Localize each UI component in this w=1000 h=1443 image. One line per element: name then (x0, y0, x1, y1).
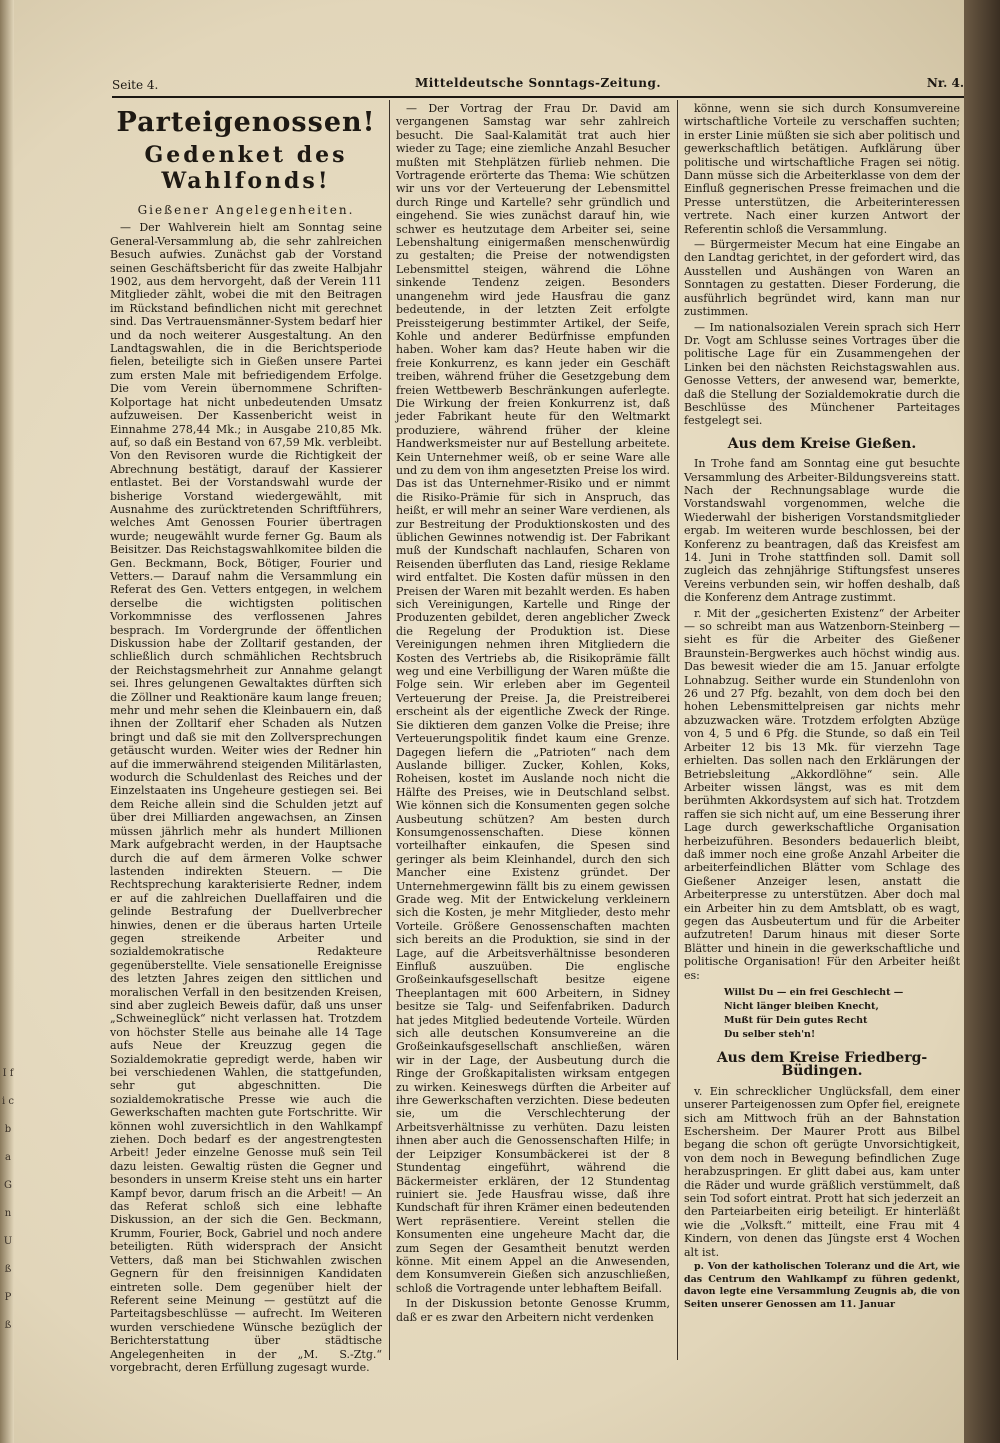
section-heading: Gießener Angelegenheiten. (137, 203, 355, 217)
subheadline: Gedenket des Wahlfonds! (144, 142, 348, 194)
page-number: Seite 4. (112, 78, 159, 92)
section-heading-giessen: Aus dem Kreise Gießen. (727, 435, 917, 452)
poem-line: Willst Du — ein frei Geschlecht — (724, 987, 904, 998)
header-rule (112, 96, 964, 98)
article-paragraph: r. Mit der „gesicherten Existenz“ der Arbeiter — so schreibt man aus Watzenborn-Steinberg — sieht es für die Arbeiter des Gießener Braunstein-Bergwerkes auch höchst windig aus. Das bewesit wieder die am 15. Januar erfolgte Lohnabzug. Seither wurde ein Stundenlohn von 26 und 27 Pfg. bezahlt, von dem doch bei den hohen Lebensmittelpreisen gar nichts mehr abzuzwacken wäre. Trotzdem erfolgten Abzüge von 4, 5 und 6 Pfg. die Stunde, so daß ein Teil Arbeiter 12 bis 13 Mk. für vierzehn Tage erhielten. Das sollen nach den Erklärungen der Betriebsleitung „Akkordlöhne“ sein. Alle Arbeiter wissen längst, was es mit dem berühmten Akkordsystem auf sich hat. Trotzdem raffen sie sich nicht auf, um eine Besserung ihrer Lage durch gewerkschaftliche Organisation herbeizuführen. Besonders bedauerlich bleibt, daß immer noch eine große Anzahl Arbeiter die arbeiterfeindlichen Blätter vom Schlage des Gießener Anzeiger lesen, anstatt die Arbeiterpresse zu unterstützen. Aber doch mal ein Arbeiter hin zu dem Amtsblatt, ob es wagt, gegen das Ausbeutertum und für die Arbeiter aufzutreten! Darum hinaus mit dieser Sorte Blätter und hinein in die gewerkschaftliche und politische Organisation! Für den Arbeiter heißt es: (684, 606, 960, 982)
margin-letters: I f i c b a G n U ß P ß (2, 1068, 14, 1331)
issue-number: Nr. 4. (926, 76, 964, 90)
poem-line: Du selber steh'n! (724, 1029, 816, 1040)
book-binding (964, 0, 1000, 1443)
column-divider (389, 100, 390, 1360)
article-paragraph: In Trohe fand am Sonntag eine gut besuchte Versammlung des Arbeiter-Bildungsvereins statt. Nach der Rechnungsablage wurde die Vorstandswahl vorgenommen, welche die Wiederwahl der bisherigen Vorstandsmitglieder ergab. Im weiteren wurde beschlossen, bei der Konferenz zu beantragen, daß das Kreisfest am 14. Juni in Trohe stattfinden soll. Damit soll zugleich das zehnjährige Stiftungsfest unseres Vereins verbunden sein, wir hoffen deshalb, daß die Konferenz dem Antrage zustimmt. (684, 457, 960, 605)
column-3 (684, 102, 960, 1313)
page-header (112, 74, 964, 96)
article-paragraph: — Der Wahlverein hielt am Sonntag seine General-Versammlung ab, die sehr zahlreichen Besuch aufwies. Zunächst gab der Vorstand seinen Geschäftsbericht für das zweite Halbjahr 1902, aus dem hervorgeht, daß der Verein 111 Mitglieder zählt, wobei die mit den Beitragen im Rückstand befindlichen nicht mit gerechnet sind. Das Vertrauensmänner-System bedarf hier und da noch weiterer Ausgestaltung. An den Landtagswahlen, die in die Berichtsperiode fielen, beteiligte sich in Gießen unsere Partei zum ersten Male mit befriedigendem Erfolge. Die vom Verein übernommene Schriften-Kolportage hat nicht unbedeutenden Umsatz aufzuweisen. Der Kassenbericht weist in Einnahme 278,44 Mk.; in Ausgabe 210,85 Mk. auf, so daß ein Bestand von 67,59 Mk. verbleibt. Von den Revisoren wurde die Richtigkeit der Abrechnung bestätigt, darauf der Kassierer entlastet. Bei der Vorstandswahl wurde der bisherige Vorstand wiedergewählt, mit Ausnahme des zurücktretenden Schriftführers, welches Amt Genossen Fourier übertragen wurde; neugewählt wurde ferner Gg. Baum als Beisitzer. Das Reichstagswahlkomitee bilden die Gen. Beckmann, Bock, Bötiger, Fourier und Vetters.— Darauf nahm die Versammlung ein Referat des Gen. Vetters entgegen, in welchem derselbe die wichtigsten politischen Vorkommnisse des verflossenen Jahres besprach. Im Vordergrunde der öffentlichen Diskussion habe der Zolltarif gestanden, der schließlich durch schmählichen Rechtsbruch der Reichstagsmehrheit zur Annahme gelangt sei. Ihres gelungenen Gewaltaktes dürften sich die Zöllner und Reaktionäre kaum lange freuen; mehr und mehr sehen die Kleinbauern ein, daß ihnen der Zolltarif eher Schaden als Nutzen bringt und daß sie mit den Zollversprechungen getäuscht wurden. Weiter wies der Redner hin auf die immerwährend steigenden Militärlasten, wodurch die Schuldenlast des Reiches und der Einzelstaaten ins Ungeheure gestiegen sei. Bei dem Reiche allein sind die Schulden jetzt auf über drei Milliarden angewachsen, an Zinsen müssen jährlich mehr als hundert Millionen Mark aufgebracht werden, in der Hauptsache durch die auf dem ärmeren Volke schwer lastenden indirekten Steuern. — Die Rechtsprechung karakterisierte Redner, indem er auf die zahlreichen Duellaffairen und die gelinde Bestrafung der Duellverbrecher hinwies, denen er die überaus harten Urteile gegen streikende Arbeiter und sozialdemokratische Redakteure gegenüberstellte. Viele sensationelle Ereignisse des letzten Jahres zeigen den sittlichen und moralischen Verfall in den besitzenden Kreisen, sind aber zugleich Beweis dafür, daß uns unser „Schweineglück“ nicht verlassen hat. Trotzdem von höchster Stelle aus beinahe alle 14 Tage aufs Neue der Kreuzzug gegen die Sozialdemokratie gepredigt werde, haben wir bei verschiedenen Wahlen, die stattgefunden, sehr gut abgeschnitten. Die sozialdemokratische Presse wie auch die Gewerkschaften machten gute Fortschritte. Wir können wohl zuversichtlich in den Wahlkampf ziehen. Doch bedarf es der angestrengtesten Arbeit! Jeder einzelne Genosse muß sein Teil dazu leisten. Gewaltig rüsten die Gegner und besonders in unserm Kreise steht uns ein harter Kampf bevor, darum frisch an die Arbeit! — An das Referat schloß sich eine lebhafte Diskussion, an der sich die Gen. Beckmann, Krumm, Fourier, Bock, Gabriel und noch andere beteiligten. Rüth widersprach der Ansicht Vetters, daß man bei Stichwahlen zwischen Gegnern für den freisinnigen Kandidaten eintreten solle. Dem gegenüber hielt der Referent seine Meinung — gestützt auf die Parteitagsbeschlüsse — aufrecht. Im Weiteren wurden verschiedene Wünsche bezüglich der Berichterstattung über städtische Angelegenheiten in der „M. S.-Ztg.“ vorgebracht, deren Erfüllung zugesagt wurde. (110, 221, 382, 1374)
section-heading-friedberg: Aus dem Kreise Friedberg-Büdingen. (716, 1050, 928, 1080)
article-paragraph: — Bürgermeister Mecum hat eine Eingabe an den Landtag gerichtet, in der gefordert wird, das Ausstellen und Aushängen von Waren an Sonntagen zu gestatten. Dieser Forderung, die ausführlich begründet wird, kann man nur zustimmen. (684, 238, 960, 319)
column-2 (396, 102, 670, 1326)
poem (724, 986, 960, 1042)
newspaper-name: Mitteldeutsche Sonntags-Zeitung. (414, 76, 662, 90)
article-paragraph: In der Diskussion betonte Genosse Krumm, daß er es zwar den Arbeitern nicht verdenken (396, 1297, 670, 1324)
headline: Parteigenossen! (116, 107, 376, 138)
column-1 (110, 102, 382, 1376)
article-paragraph: könne, wenn sie sich durch Konsumvereine wirtschaftliche Vorteile zu verschaffen suchten; in erster Linie müßten sie sich aber politisch und gewerkschaftlich betätigen. Aufklärung über politische und wirtschaftliche Fragen sei nötig. Dann müsse sich die Arbeiterklasse von dem der Einfluß gegnerischen Presse freimachen und die Presse unterstützen, die Arbeiterinteressen vertrete. Nach einer kurzen Antwort der Referentin schloß die Versammlung. (684, 102, 960, 236)
article-note: p. Von der katholischen Toleranz und die Art, wie das Centrum den Wahlkampf zu führen gedenkt, davon legte eine Versammlung Zeugnis ab, die von Seiten unserer Genossen am 11. Januar (684, 1261, 960, 1310)
poem-line: Mußt für Dein gutes Recht (724, 1015, 868, 1026)
article-paragraph: v. Ein schrecklicher Unglücksfall, dem einer unserer Parteigenossen zum Opfer fiel, ereignete sich am Mittwoch früh an der Bahnstation Eschersheim. Der Maurer Prott aus Bilbel begang die schon oft gerügte Unvorsichtigkeit, von dem noch in Bewegung befindlichen Zuge herabzuspringen. Er glitt dabei aus, kam unter die Räder und wurde gräßlich verstümmelt, daß sein Tod sofort eintrat. Prott hat sich jederzeit an den Parteiarbeiten eirig beteiligt. Er hinterläßt wie die „Volksft.“ mitteilt, eine Frau mit 4 Kindern, von denen das Jüngste erst 4 Wochen alt ist. (684, 1084, 960, 1259)
column-divider (677, 100, 678, 1360)
poem-line: Nicht länger bleiben Knecht, (724, 1001, 879, 1012)
article-paragraph: — Der Vortrag der Frau Dr. David am vergangenen Samstag war sehr zahlreich besucht. Die Saal-Kalamität trat auch hier wieder zu Tage; eine ziemliche Anzahl Besucher mußten mit Stehplätzen fürlieb nehmen. Die Vortragende erörterte das Thema: Wie schützen wir uns vor der Verteuerung der Lebensmittel durch Ringe und Kartelle? sehr gründlich und eingehend. Sie wies zunächst darauf hin, wie schwer es heutzutage dem Arbeiter sei, seine Lebenshaltung einigermaßen menschenwürdig zu gestalten; die Preise der notwendigsten Lebensmittel steigen, während die Löhne sinkende Tendenz zeigen. Besonders unangenehm wird jede Hausfrau die ganz bedeutende, in der letzten Zeit erfolgte Preissteigerung bestimmter Artikel, der Seife, Kohle und anderer Bedürfnisse empfunden haben. Woher kam das? Heute haben wir die freie Konkurrenz, es kann jeder ein Geschäft treiben, während früher die Gesetzgebung dem freien Wettbewerb Beschränkungen auferlegte. Die Wirkung der freien Konkurrenz ist, daß jeder Fabrikant heute für den Weltmarkt produziere, während früher der kleine Handwerksmeister nur auf Bestellung arbeitete. Kein Unternehmer weiß, ob er seine Ware alle und zu dem von ihm angesetzten Preise los wird. Das ist das Unternehmer-Risiko und er nimmt die Risiko-Prämie für sich in Anspruch, das heißt, er will mehr an seiner Ware verdienen, als zur Bestreitung der Produktionskosten und des üblichen Gewinnes notwendig ist. Der Fabrikant muß der Kundschaft nachlaufen, Scharen von Reisenden überfluten das Land, riesige Reklame wird entfaltet. Die Kosten dafür müssen in den Preisen der Waren mit bezahlt werden. Es haben sich Vereinigungen, Kartelle und Ringe der Produzenten gebildet, deren angeblicher Zweck die Regelung der Produktion ist. Diese Vereinigungen nehmen ihren Mitgliedern die Kosten des Vertriebs ab, die Risikoprämie fällt weg und eine Verbilligung der Waren müßte die Folge sein. Wir erleben aber im Gegenteil Verteuerung der Preise. Ja, die Preistreiberei erscheint als der eigentliche Zweck der Ringe. Sie diktieren dem ganzen Volke die Preise; ihre Verteuerungspolitik findet kaum eine Grenze. Dagegen liefern die „Patrioten“ nach dem Auslande billiger. Zucker, Kohlen, Koks, Roheisen, kostet im Auslande noch nicht die Hälfte des Preises, wie in Deutschland selbst. Wie können sich die Konsumenten gegen solche Ausbeutung schützen? Am besten durch Konsumgenossenschaften. Diese können vorteilhafter einkaufen, die Spesen sind geringer als beim Kleinhandel, durch den sich Mancher eine Existenz gründet. Der Unternehmergewinn fällt bis zu einem gewissen Grade weg. Mit der Entwickelung verkleinern sich die Kosten, je mehr Mitglieder, desto mehr Vorteile. Größere Genossenschaften machten sich bereits an die Produktion, sie sind in der Lage, auf die Arbeitsverhältnisse besonderen Einfluß auszuüben. Die englische Großeinkaufsgesellschaft besitze eigene Theeplantagen mit 600 Arbeitern, in Sidney besitze sie Talg- und Seifenfabriken. Dadurch hat jedes Mitglied bedeutende Vorteile. Würden sich alle deutschen Konsumvereine an die Großeinkaufsgesellschaft anschließen, wären wir in der Lage, der Ausbeutung durch die Ringe der Großkapitalisten wirksam entgegen zu wirken. Keineswegs dürften die Arbeiter auf ihre Gewerkschaften verzichten. Diese bedeuten sie, um die Verschlechterung der Arbeitsverhältnisse zu verhüten. Dazu leisten ihnen aber auch die Genossenschaften Hilfe; in der Leipziger Konsumbäckerei ist der 8 Stundentag eingeführt, während die Bäckermeister erklären, der 12 Stundentag ruiniert sie. Jede Hausfrau wisse, daß ihre Kundschaft für ihren Krämer einen bedeutenden Wert repräsentiere. Vereint stellen die Konsumenten eine ungeheure Macht dar, die zum Segen der Gesamtheit benutzt werden könne. Mit einem Appel an die Anwesenden, dem Konsumverein Gießen sich anzuschließen, schloß die Vortragende unter lebhaftem Beifall. (396, 102, 670, 1295)
article-paragraph: — Im nationalsozialen Verein sprach sich Herr Dr. Vogt am Schlusse seines Vortrages über die politische Lage für ein Zusammengehen der Linken bei den nächsten Reichstagswahlen aus. Genosse Vetters, der anwesend war, bemerkte, daß die Stellung der Sozialdemokratie durch die Beschlüsse des Münchener Parteitages festgelegt sei. (684, 320, 960, 428)
